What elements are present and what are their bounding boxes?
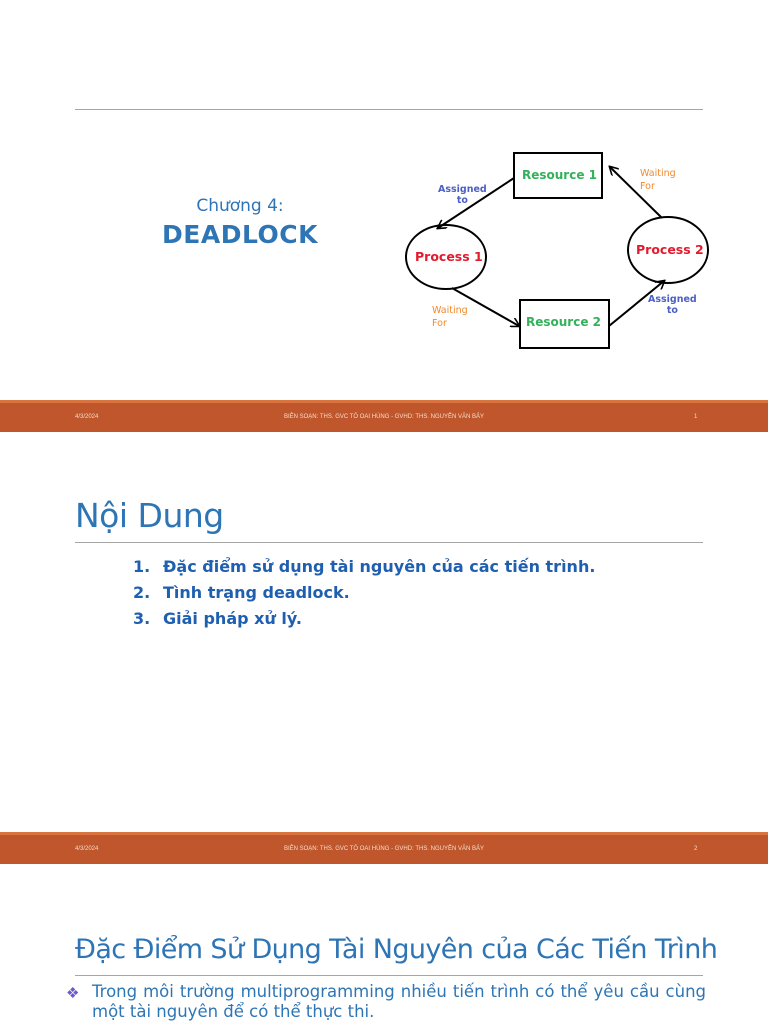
waiting-for-right [640, 167, 676, 193]
footer-author: BIÊN SOẠN: THS. GVC TÔ OAI HÙNG - GVHD: THS. NGUYỄN VĂN BẢY [283, 846, 485, 852]
slide-footer [0, 400, 768, 432]
footer-page-number: 2 [694, 846, 698, 852]
assigned-to-right [648, 294, 697, 316]
slide-footer [0, 832, 768, 864]
waiting-text: Waiting [432, 305, 468, 316]
divider [75, 109, 703, 110]
chapter-label: Chương 4: [196, 196, 284, 216]
slide-title: Nội Dung [75, 496, 224, 535]
assigned-to-left [438, 184, 487, 206]
footer-author: BIÊN SOẠN: THS. GVC TÔ OAI HÙNG - GVHD: THS. NGUYỄN VĂN BẢY [283, 414, 485, 420]
diamond-bullet-icon: ❖ [66, 985, 80, 1002]
slide-2 [0, 432, 768, 864]
title-underline [75, 975, 703, 976]
footer-date: 4/3/2024 [75, 414, 99, 420]
waiting-for-left [432, 304, 468, 330]
item-text: Tình trạng deadlock. [163, 583, 350, 602]
resource-2-label: Resource 2 [526, 315, 602, 329]
process-2-label: Process 2 [636, 242, 704, 257]
to-text: to [456, 195, 468, 206]
assigned-text: Assigned [438, 184, 487, 195]
process-1-label: Process 1 [415, 249, 483, 264]
item-number: 1. [133, 557, 151, 576]
waiting-text: Waiting [640, 168, 676, 179]
item-text: Đặc điểm sử dụng tài nguyên của các tiến trình. [163, 557, 596, 576]
list-item [133, 554, 595, 580]
footer-stripe [0, 400, 768, 403]
chapter-title: DEADLOCK [162, 220, 318, 249]
list-item [133, 606, 595, 632]
item-text: Giải pháp xử lý. [163, 609, 302, 628]
slide-3 [0, 864, 768, 1024]
resource-1-label: Resource 1 [522, 168, 598, 182]
bullet-text: Trong môi trường multiprogramming nhiều tiến trình có thể yêu cầu cùng một tài nguyên để có thể thực thi. [92, 982, 706, 1021]
title-underline [75, 542, 703, 543]
for-text: For [640, 181, 655, 192]
item-number: 2. [133, 583, 151, 602]
slide-title: Đặc Điểm Sử Dụng Tài Nguyên của Các Tiến Trình [75, 934, 718, 965]
contents-list [133, 554, 595, 632]
item-number: 3. [133, 609, 151, 628]
for-text: For [432, 318, 447, 329]
slide-1 [0, 0, 768, 432]
assigned-text: Assigned [648, 294, 697, 305]
footer-stripe [0, 832, 768, 835]
deadlock-diagram [400, 140, 730, 360]
footer-date: 4/3/2024 [75, 846, 99, 852]
to-text: to [666, 305, 678, 316]
list-item [133, 580, 595, 606]
footer-page-number: 1 [694, 414, 698, 420]
